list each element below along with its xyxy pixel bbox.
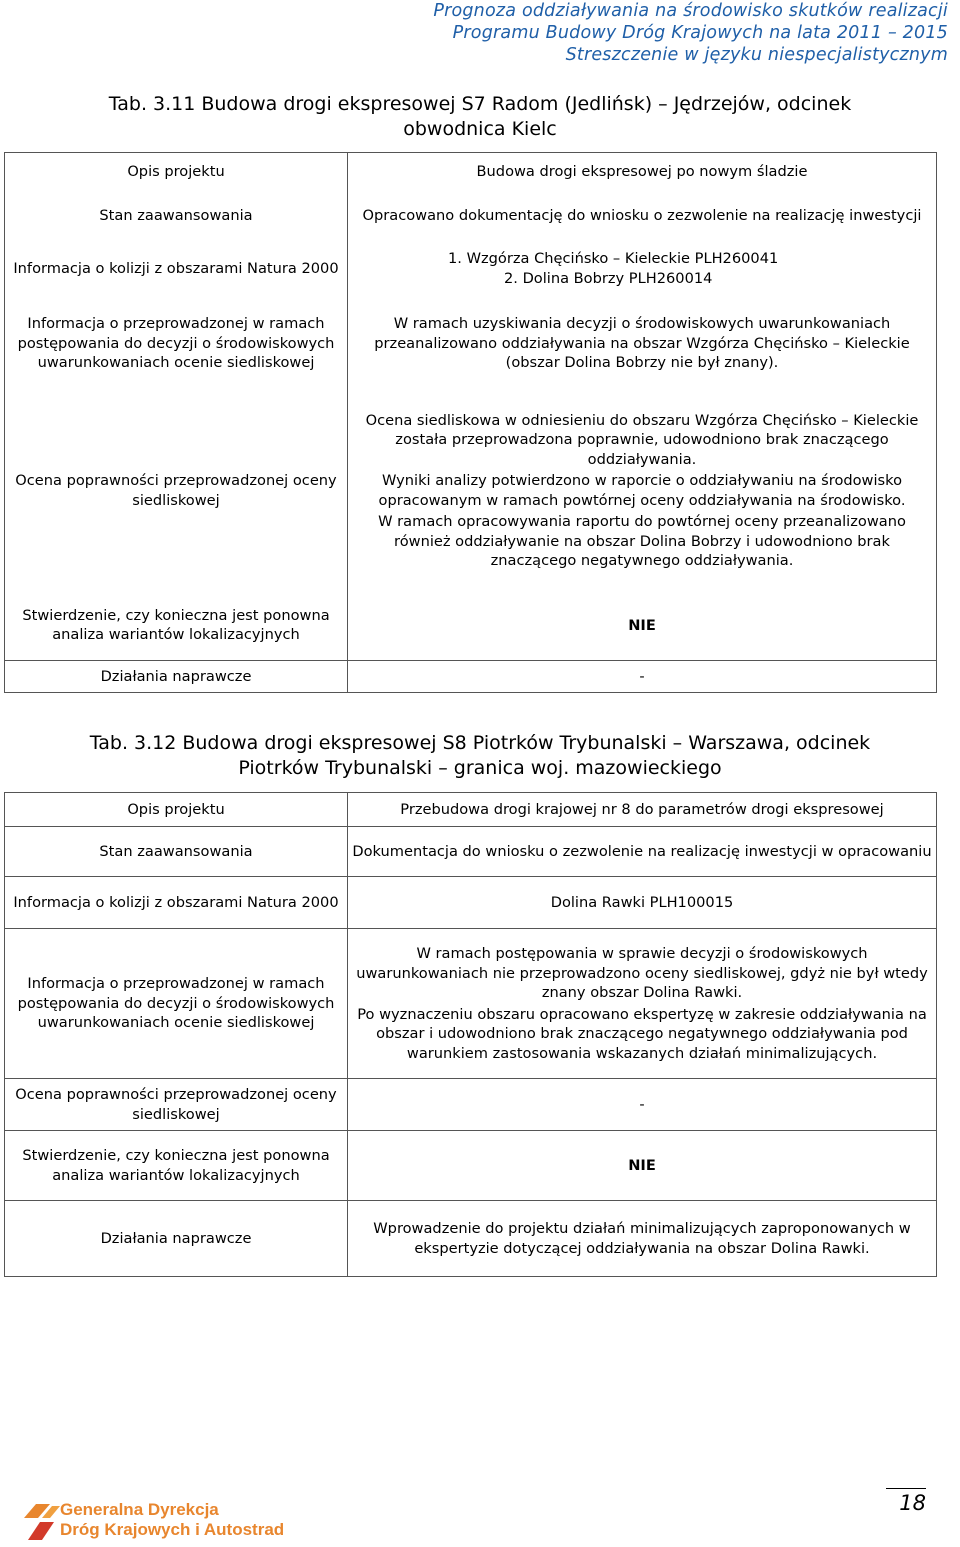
- row-value-stwierdzenie: NIE: [348, 591, 937, 661]
- row-label-stwierdzenie: Stwierdzenie, czy konieczna jest ponowna analiza wariantów lokalizacyjnych: [5, 591, 348, 661]
- document-header: [248, 0, 948, 66]
- table-label: Tab. 3.11: [108, 93, 196, 115]
- table-3-12-caption: [30, 731, 930, 781]
- row-label-stan: Stan zaawansowania: [5, 191, 348, 241]
- row-value-stan: Opracowano dokumentację do wniosku o zezwolenie na realizację inwestycji: [348, 191, 937, 241]
- logo-text: [60, 1500, 284, 1540]
- header-line-3: Streszczenie w języku niespecjalistycznym: [565, 45, 948, 65]
- row-label-info: Informacja o przeprowadzonej w ramach postępowania do decyzji o środowiskowych uwarunkowaniach ocenie siedliskowej: [5, 929, 348, 1079]
- table-title-line-1: Budowa drogi ekspresowej S8 Piotrków Trybunalski – Warszawa, odcinek: [182, 732, 871, 754]
- table-3-11: [4, 152, 937, 693]
- row-value-info: W ramach uzyskiwania decyzji o środowiskowych uwarunkowaniach przeanalizowano oddziaływania na obszar Wzgórza Chęcińsko – Kieleckie (obszar Dolina Bobrzy nie był znany).: [348, 297, 937, 391]
- row-value-kolizja: [348, 241, 937, 297]
- table-title-line-1: Budowa drogi ekspresowej S7 Radom (Jedlińsk) – Jędrzejów, odcinek: [201, 93, 852, 115]
- natura-site-item: 1. Wzgórza Chęcińsko – Kieleckie PLH260041: [448, 250, 779, 267]
- row-value-opis: Przebudowa drogi krajowej nr 8 do parametrów drogi ekspresowej: [348, 793, 937, 827]
- ocena-paragraph: Ocena siedliskowa w odniesieniu do obszaru Wzgórza Chęcińsko – Kieleckie została przeprowadzona poprawnie, udowodniono brak znaczącego oddziaływania.: [365, 411, 919, 468]
- table-title-line-2: obwodnica Kielc: [403, 118, 557, 140]
- row-label-opis: Opis projektu: [5, 793, 348, 827]
- table-label: Tab. 3.12: [89, 732, 177, 754]
- row-label-dzialania: Działania naprawcze: [5, 661, 348, 693]
- logo-line-2: Dróg Krajowych i Autostrad: [60, 1520, 285, 1539]
- row-label-dzialania: Działania naprawcze: [5, 1201, 348, 1277]
- row-value-info: [348, 929, 937, 1079]
- row-value-stan: Dokumentacja do wniosku o zezwolenie na realizację inwestycji w opracowaniu: [348, 827, 937, 877]
- table-3-12: [4, 792, 937, 1277]
- row-label-info: Informacja o przeprowadzonej w ramach postępowania do decyzji o środowiskowych uwarunkowaniach ocenie siedliskowej: [5, 297, 348, 391]
- row-value-ocena: [348, 391, 937, 591]
- row-value-ocena: -: [348, 1079, 937, 1131]
- page-number: 18: [886, 1488, 926, 1515]
- row-value-kolizja: Dolina Rawki PLH100015: [348, 877, 937, 929]
- header-line-1: Prognoza oddziaływania na środowisko skutków realizacji: [433, 1, 948, 21]
- row-label-stwierdzenie: Stwierdzenie, czy konieczna jest ponowna analiza wariantów lokalizacyjnych: [5, 1131, 348, 1201]
- logo-line-1: Generalna Dyrekcja: [60, 1500, 219, 1519]
- row-value-dzialania: Wprowadzenie do projektu działań minimalizujących zaproponowanych w ekspertyzie dotyczącej oddziaływania na obszar Dolina Rawki.: [348, 1201, 937, 1277]
- natura-site-item: 2. Dolina Bobrzy PLH260014: [504, 269, 713, 287]
- table-3-11-caption: [30, 92, 930, 142]
- header-line-2: Programu Budowy Dróg Krajowych na lata 2011 – 2015: [452, 23, 948, 43]
- row-label-opis: Opis projektu: [5, 153, 348, 191]
- row-label-ocena: Ocena poprawności przeprowadzonej oceny siedliskowej: [5, 391, 348, 591]
- row-value-dzialania: -: [348, 661, 937, 693]
- natura-sites-list: [352, 249, 932, 288]
- row-label-stan: Stan zaawansowania: [5, 827, 348, 877]
- ocena-paragraph: W ramach opracowywania raportu do powtórnej oceny przeanalizowano również oddziaływanie na obszar Dolina Bobrzy i udowodniono brak znaczącego negatywnego oddziaływania.: [378, 513, 906, 569]
- info-paragraph: Po wyznaczeniu obszaru opracowano ekspertyzę w zakresie oddziaływania na obszar i udowodniono brak znaczącego negatywnego oddziaływania pod warunkiem zastosowania wskazanych działań minimalizujących.: [357, 1005, 927, 1062]
- row-value-stwierdzenie: NIE: [348, 1131, 937, 1201]
- row-label-kolizja: Informacja o kolizji z obszarami Natura 2000: [5, 877, 348, 929]
- info-paragraph: W ramach postępowania w sprawie decyzji o środowiskowych uwarunkowaniach nie przeprowadzono oceny siedliskowej, gdyż nie był wtedy znany obszar Dolina Rawki.: [356, 945, 928, 1001]
- row-label-kolizja: Informacja o kolizji z obszarami Natura 2000: [5, 241, 348, 297]
- table-title-line-2: Piotrków Trybunalski – granica woj. mazowieckiego: [238, 757, 722, 779]
- ocena-paragraph: Wyniki analizy potwierdzono w raporcie o oddziaływaniu na środowisko opracowanym w ramach powtórnej oceny oddziaływania na środowisko.: [378, 472, 906, 509]
- row-label-ocena: Ocena poprawności przeprowadzonej oceny siedliskowej: [5, 1079, 348, 1131]
- row-value-opis: Budowa drogi ekspresowej po nowym śladzie: [348, 153, 937, 191]
